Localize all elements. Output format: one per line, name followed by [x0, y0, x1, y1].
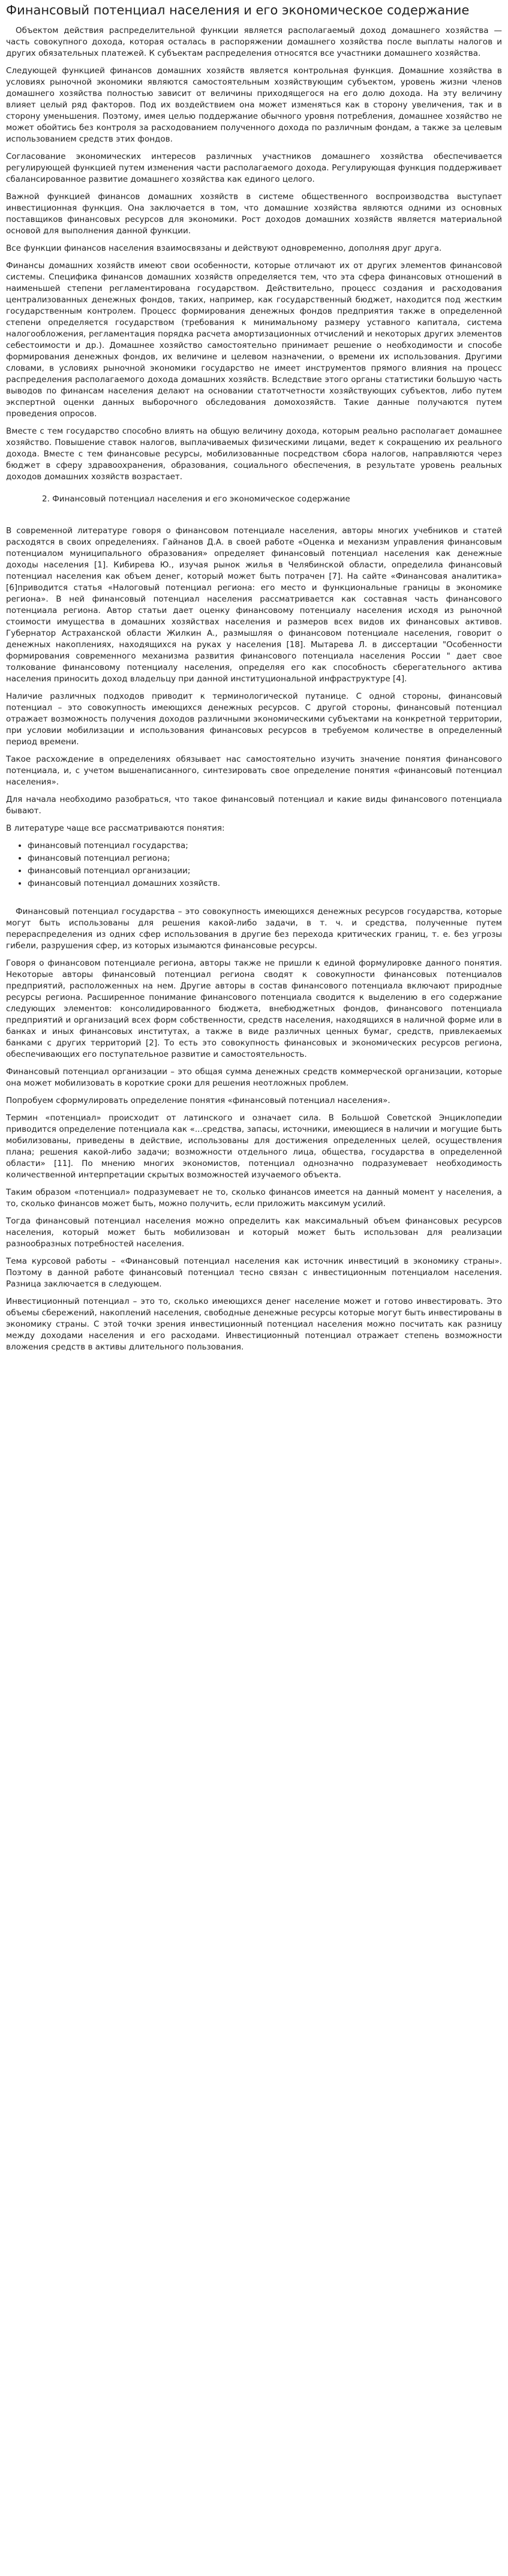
list-item: • финансовый потенциал организации;	[28, 865, 502, 877]
paragraph: Вместе с тем государство способно влиять на общую величину дохода, которым реально располагает домашнее хозяйство. Повышение ставок налогов, выплачиваемых физическими лицами, ведет к сокращению их реального дохода. Вместе с тем финансовые ресурсы, мобилизованные посредством сбора налогов, направляются через бюджет в сферу здравоохранения, образования, социального обеспечения, в результате уровень реальных доходов домашних хозяйств возрастает.	[6, 426, 502, 482]
paragraph: Финансы домашних хозяйств имеют свои особенности, которые отличают их от других элементов финансовой системы. Специфика финансов домашних хозяйств определяется тем, что эта сфера финансовых отношений в наименьшей степени регламентирована государством. Действительно, процесс создания и расходования централизованных денежных фондов, таких, например, как государственный бюджет, находится под жестким государственным контролем. Процесс формирования денежных фондов предприятия также в определенной степени определяется государством (требования к минимальному размеру уставного капитала, система налогообложения, регламентация порядка расчета амортизационных отчислений и некоторых других элементов себестоимости и др.). Домашнее хозяйство самостоятельно принимает решение о необходимости и способе формирования денежных фондов, их величине и целевом назначении, о времени их использования. Другими словами, в условиях рыночной экономики государство не имеет инструментов прямого влияния на процесс распределения располагаемого дохода домашних хозяйств. Вследствие этого органы статистики большую часть выводов по финансам населения делают на основании статотчетности хозяйствующих субъектов, либо путем экспертной оценки данных выборочного обследования домохозяйств. Такие данные получаются путем проведения опросов.	[6, 261, 502, 419]
paragraph: Тогда финансовый потенциал населения можно определить как максимальный объем финансовых ресурсов населения, который может быть мобилизован и который может быть использован для реализации разнообразных потребностей населения.	[6, 1216, 502, 1249]
paragraph: Термин «потенциал» происходит от латинского и означает сила. В Большой Советской Энциклопедии приводится определение потенциала как «...средства, запасы, источники, имеющиеся в наличии и могущие быть мобилизованы, приведены в действие, использованы для достижения определенных целей, осуществления плана; решения какой-либо задачи; возможности отдельного лица, общества, государства в определенной области» [11]. По мнению многих экономистов, потенциал однозначно подразумевает необходимость количественной интерпретации скрытых возможностей изучаемого объекта.	[6, 1113, 502, 1180]
spacer	[6, 898, 502, 906]
paragraph: Такое расхождение в определениях обязывает нас самостоятельно изучить значение понятия финансового потенциала, и, с учетом вышенаписанного, синтезировать свое определение понятия «финансовый потенциал населения».	[6, 755, 502, 787]
paragraph: Инвестиционный потенциал – это то, сколько имеющихся денег население может и готово инвестировать. Это объемы сбережений, накоплений населения, свободные денежные ресурсы которые могут быть инвестированы в экономику страны. С этой точки зрения инвестиционный потенциал населения можно посчитать как разницу между доходами населения и его расходами. Инвестиционный потенциал отражает степень возможности вложения средств в активы длительного пользования.	[6, 1297, 502, 1352]
paragraph: Тема курсовой работы – «Финансовый потенциал населения как источник инвестиций в экономику страны». Поэтому в данной работе финансовый потенциал тесно связан с инвестиционным потенциалом населения. Разница заключается в следующем.	[6, 1257, 502, 1289]
list-item: • финансовый потенциал государства;	[28, 840, 502, 852]
paragraph: Все функции финансов населения взаимосвязаны и действуют одновременно, дополняя друг друга.	[6, 244, 442, 253]
paragraph: Таким образом «потенциал» подразумевает не то, сколько финансов имеется на данный момент у населения, а то, сколько финансов может быть, можно получить, если приложить максимум усилий.	[6, 1188, 502, 1209]
list-item: • финансовый потенциал домашних хозяйств.	[28, 878, 502, 889]
concepts-list	[6, 840, 502, 889]
paragraph: Объектом действия распределительной функции является располагаемый доход домашнего хозяйства — часть совокупного дохода, которая осталась в распоряжении домашнего хозяйства после выплаты налогов и других обязательных платежей. К субъектам распределения относятся все участники домашнего хозяйства.	[6, 26, 502, 58]
paragraph: В современной литературе говоря о финансовом потенциале населения, авторы многих учебников и статей расходятся в своих определениях. Гайнанов Д.А. в своей работе «Оценка и механизм управления финансовым потенциалом муниципального образования» определяет финансовый потенциал населения как денежные доходы населения [1]. Кибирева Ю., изучая рынок жилья в Челябинской области, определила финансовый потенциал населения как объем денег, который может быть потрачен [7]. На сайте «Финансовая аналитика» [6]приводится статья «Налоговый потенциал региона: его место и функциональные границы в экономике региона». В ней финансовый потенциал населения рассматривается как составная часть финансового потенциала региона. Автор статьи дает оценку финансовому потенциалу населения исходя из рыночной стоимости имущества в домашних хозяйствах населения и размеров всех видов их финансовых активов. Губернатор Астраханской области Жилкин А., размышляя о финансовом потенциале населения, говорит о денежных накоплениях, находящихся на руках у населения [18]. Мытарева Л. в диссертации "Особенности формирования современного механизма развития финансового потенциала населения России " дает свое толкование финансовому потенциалу населения, определяя его как способность сберегательного актива населения приносить доход владельцу при данной институциональной инфраструктуре [4].	[6, 526, 502, 684]
paragraph: Наличие различных подходов приводит к терминологической путанице. С одной стороны, финансовый потенциал – это совокупность имеющихся денежных ресурсов. С другой стороны, финансовый потенциал отражает возможность получения доходов различными экономическими субъектами на конкретной территории, при условии мобилизации и использования финансовых ресурсов в требуемом количестве в определенный период времени.	[6, 692, 502, 747]
page-title: Финансовый потенциал населения и его экономическое содержание	[6, 3, 470, 17]
list-item: • финансовый потенциал региона;	[28, 853, 502, 864]
paragraph: Для начала необходимо разобраться, что такое финансовый потенциал и какие виды финансового потенциала бывают.	[6, 795, 502, 816]
paragraph: Согласование экономических интересов различных участников домашнего хозяйства обеспечивается регулирующей функцией путем изменения части располагаемого дохода. Регулирующая функция поддерживает сбалансированное развитие домашнего хозяйства как единого целого.	[6, 152, 502, 184]
paragraph: Говоря о финансовом потенциале региона, авторы также не пришли к единой формулировке данного понятия. Некоторые авторы финансовый потенциал региона сводят к совокупности финансовых потенциалов предприятий, расположенных на нем. Другие авторы в состав финансового потенциала включают природные ресурсы региона. Расширенное понимание финансового потенциала сводится к выделению в его содержание следующих элементов: консолидированного бюджета, внебюджетных фондов, финансового потенциала предприятий и организаций всех форм собственности, средств населения, находящихся в наличной форме или в банках и иных финансовых институтах, а также в виде различных ценных бумаг, средств, привлекаемых банками с других территорий [2]. То есть это совокупность финансовых и экономических ресурсов региона, обеспечивающих его поступательное развитие и самостоятельность.	[6, 958, 502, 1059]
paragraph: Следующей функцией финансов домашних хозяйств является контрольная функция. Домашние хозяйства в условиях рыночной экономики являются самостоятельным хозяйствующим субъектом, уровень жизни членов домашнего хозяйства полностью зависит от величины приходящегося на его долю дохода. На эту величину влияет целый ряд факторов. Под их воздействием она может изменяться как в сторону увеличения, так и в сторону уменьшения. Поэтому, имея целью поддержание обычного уровня потребления, домашнее хозяйство не может обойтись без контроля за расходованием полученного дохода по различным фондам, а также за целевым использованием средств этих фондов.	[6, 66, 502, 144]
paragraph: Финансовый потенциал государства – это совокупность имеющихся денежных ресурсов государства, которые могут быть использованы для решения какой-либо задачи, в т. ч. и средства, полученные путем перераспределения из одних сфер использования в другие без перехода критических границ, т. е. без угрозы гибели, разрушения сфер, из которых изымаются финансовые ресурсы.	[6, 907, 502, 951]
paragraph: Важной функцией финансов домашних хозяйств в системе общественного воспроизводства выступает инвестиционная функция. Она заключается в том, что домашние хозяйства являются одними из основных поставщиков финансовых ресурсов для экономики. Рост доходов домашних хозяйств является материальной основой для выполнения данной функции.	[6, 192, 502, 236]
section-heading: 2. Финансовый потенциал населения и его экономическое содержание	[42, 494, 350, 504]
paragraph: Попробуем сформулировать определение понятия «финансовый потенциал населения».	[6, 1096, 390, 1105]
paragraph: Финансовый потенциал организации – это общая сумма денежных средств коммерческой организации, которые она может мобилизовать в короткие сроки для решения неотложных проблем.	[6, 1067, 502, 1088]
paragraph: В литературе чаще все рассматриваются понятия:	[6, 823, 225, 833]
